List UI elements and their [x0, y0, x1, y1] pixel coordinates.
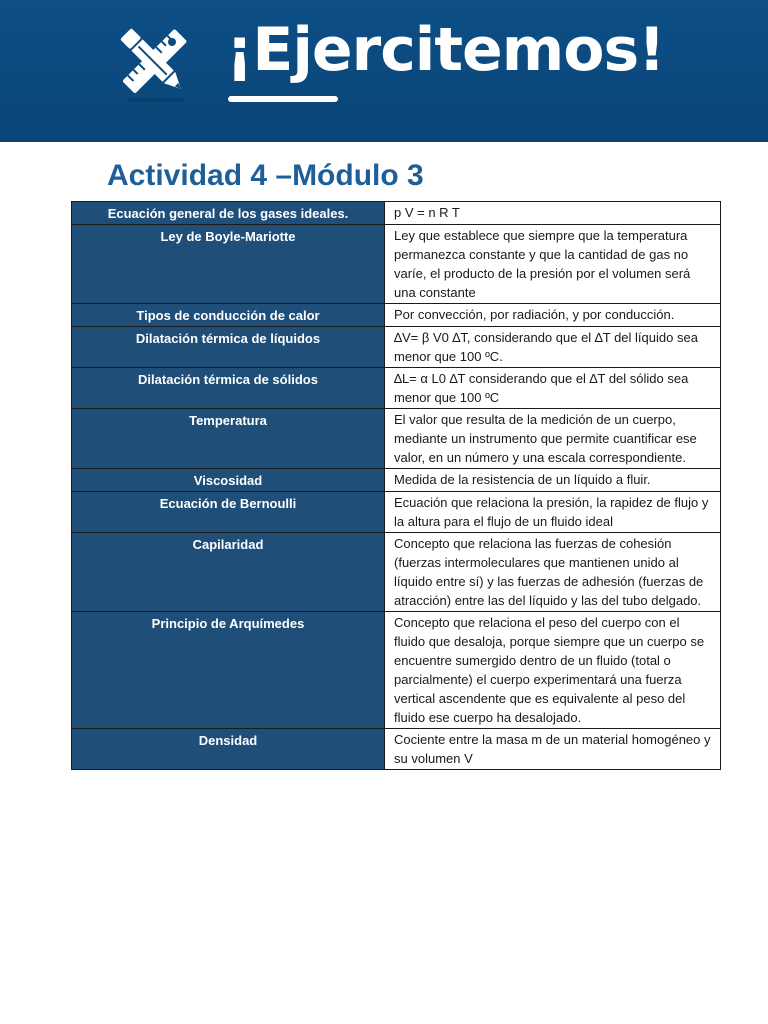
- row-definition: p V = n R T: [385, 202, 721, 225]
- row-definition: Ley que establece que siempre que la temperatura permanezca constante y que la cantidad de gas no varíe, el producto de la presión por el volumen será una constante: [385, 225, 721, 304]
- table-row: [72, 729, 721, 770]
- row-definition: Ecuación que relaciona la presión, la rapidez de flujo y la altura para el flujo de un fluido ideal: [385, 492, 721, 533]
- row-definition: El valor que resulta de la medición de un cuerpo, mediante un instrumento que permite cuantificar ese valor, en un número y una escala correspondiente.: [385, 409, 721, 469]
- table-row: [72, 492, 721, 533]
- row-definition: ∆V= β V0 ∆T, considerando que el ∆T del líquido sea menor que 100 ºC.: [385, 327, 721, 368]
- banner-underline: [228, 96, 338, 102]
- table-row: [72, 327, 721, 368]
- row-definition: ∆L= α L0 ∆T considerando que el ∆T del sólido sea menor que 100 ºC: [385, 368, 721, 409]
- row-term: Capilaridad: [72, 533, 385, 612]
- row-term: Dilatación térmica de líquidos: [72, 327, 385, 368]
- row-term: Ecuación general de los gases ideales.: [72, 202, 385, 225]
- table-row: [72, 533, 721, 612]
- row-term: Tipos de conducción de calor: [72, 304, 385, 327]
- row-definition: Concepto que relaciona el peso del cuerpo con el fluido que desaloja, porque siempre que un cuerpo se encuentre sumergido dentro de un fluido (total o parcialmente) el cuerpo experimentará una fuerza vertical ascendente que es equivalente al peso del fluido ese cuerpo ha desalojado.: [385, 612, 721, 729]
- banner: [0, 0, 768, 142]
- row-term: Ecuación de Bernoulli: [72, 492, 385, 533]
- row-definition: Cociente entre la masa m de un material homogéneo y su volumen V: [385, 729, 721, 770]
- banner-title: ¡Ejercitemos!: [226, 15, 665, 85]
- page-title: Actividad 4 –Módulo 3: [107, 159, 424, 192]
- row-definition: Medida de la resistencia de un líquido a fluir.: [385, 469, 721, 492]
- table-row: [72, 409, 721, 469]
- row-definition: Por convección, por radiación, y por conducción.: [385, 304, 721, 327]
- table-body: [72, 202, 721, 770]
- table-row: [72, 612, 721, 729]
- row-term: Temperatura: [72, 409, 385, 469]
- row-term: Ley de Boyle-Mariotte: [72, 225, 385, 304]
- table-row: [72, 304, 721, 327]
- table-row: [72, 368, 721, 409]
- row-term: Principio de Arquímedes: [72, 612, 385, 729]
- concepts-table: [71, 201, 721, 770]
- pencil-ruler-icon: [112, 20, 196, 104]
- table-row: [72, 225, 721, 304]
- row-term: Dilatación térmica de sólidos: [72, 368, 385, 409]
- row-term: Viscosidad: [72, 469, 385, 492]
- row-term: Densidad: [72, 729, 385, 770]
- table-row: [72, 469, 721, 492]
- row-definition: Concepto que relaciona las fuerzas de cohesión (fuerzas intermoleculares que mantienen unido al líquido entre sí) y las fuerzas de adhesión (fuerzas de atracción) entre las del líquido y las del tubo delgado.: [385, 533, 721, 612]
- table-row: [72, 202, 721, 225]
